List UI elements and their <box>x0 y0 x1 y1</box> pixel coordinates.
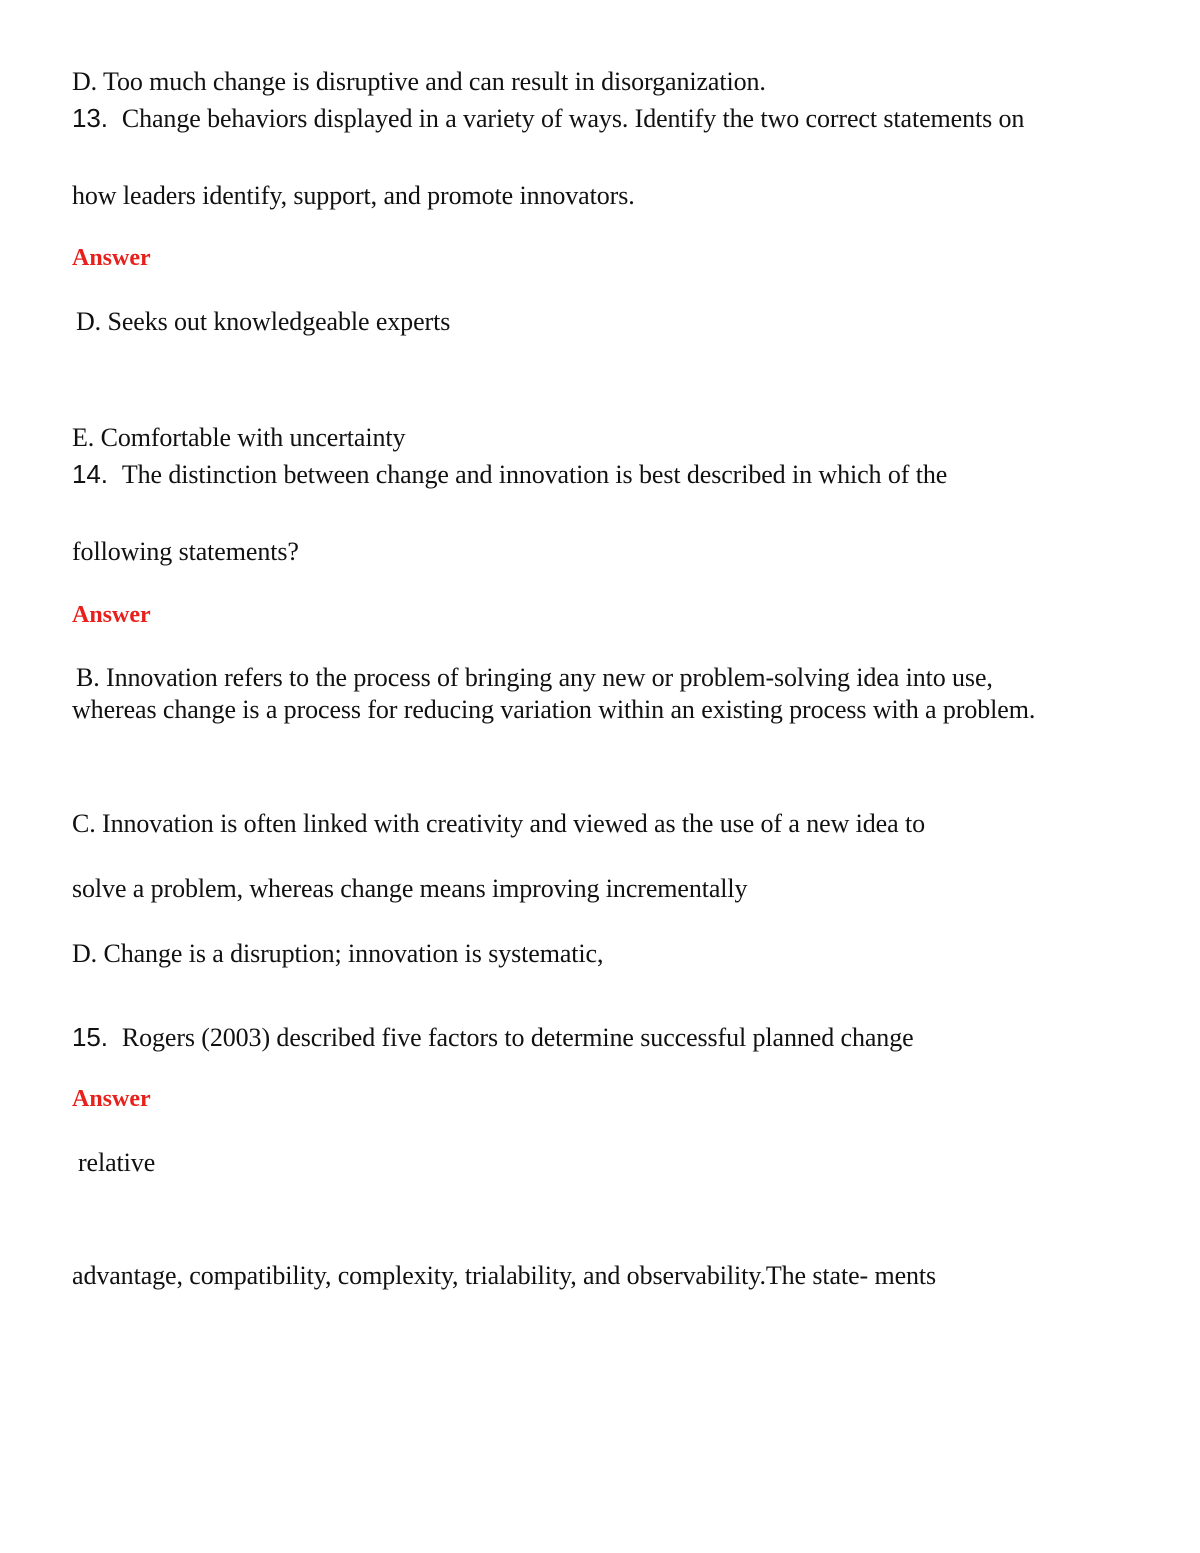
question-14-number: 14. <box>72 459 108 489</box>
question-15-text: Rogers (2003) described five factors to determine successful planned change <box>121 1023 914 1052</box>
question-14-answer-label: Answer <box>72 602 151 628</box>
question-14-answer-b-line-1: B. Innovation refers to the process of bringing any new or problem-solving idea into use, <box>76 663 993 692</box>
question-15-line-1 <box>72 1021 914 1054</box>
question-15-answer-label: Answer <box>72 1086 151 1112</box>
question-14-answer-b-line-2: whereas change is a process for reducing variation within an existing process with a problem. <box>72 695 1036 724</box>
question-13-answer-label: Answer <box>72 245 151 271</box>
question-15-answer-line-2: advantage, compatibility, complexity, trialability, and observability.The state- ments <box>72 1261 937 1290</box>
question-13-answer-e: E. Comfortable with uncertainty <box>72 423 406 452</box>
question-13-line-1 <box>72 102 1024 135</box>
question-15-answer-line-1: relative <box>78 1148 156 1177</box>
question-13-line-2: how leaders identify, support, and promote innovators. <box>72 181 635 210</box>
previous-option-d: D. Too much change is disruptive and can result in disorganization. <box>72 67 766 96</box>
question-14-line-2: following statements? <box>72 537 299 566</box>
question-14-answer-c-line-2: solve a problem, whereas change means improving incrementally <box>72 874 748 903</box>
question-14-answer-d: D. Change is a disruption; innovation is systematic, <box>72 939 604 968</box>
question-13-number: 13. <box>72 103 108 133</box>
question-13-answer-d: D. Seeks out knowledgeable experts <box>76 307 451 336</box>
question-14-text: The distinction between change and innovation is best described in which of the <box>121 460 948 489</box>
question-14-answer-c-line-1: C. Innovation is often linked with creativity and viewed as the use of a new idea to <box>72 809 925 838</box>
question-13-text: Change behaviors displayed in a variety of ways. Identify the two correct statements on <box>121 104 1025 133</box>
question-15-number: 15. <box>72 1022 108 1052</box>
question-14-line-1 <box>72 458 947 491</box>
